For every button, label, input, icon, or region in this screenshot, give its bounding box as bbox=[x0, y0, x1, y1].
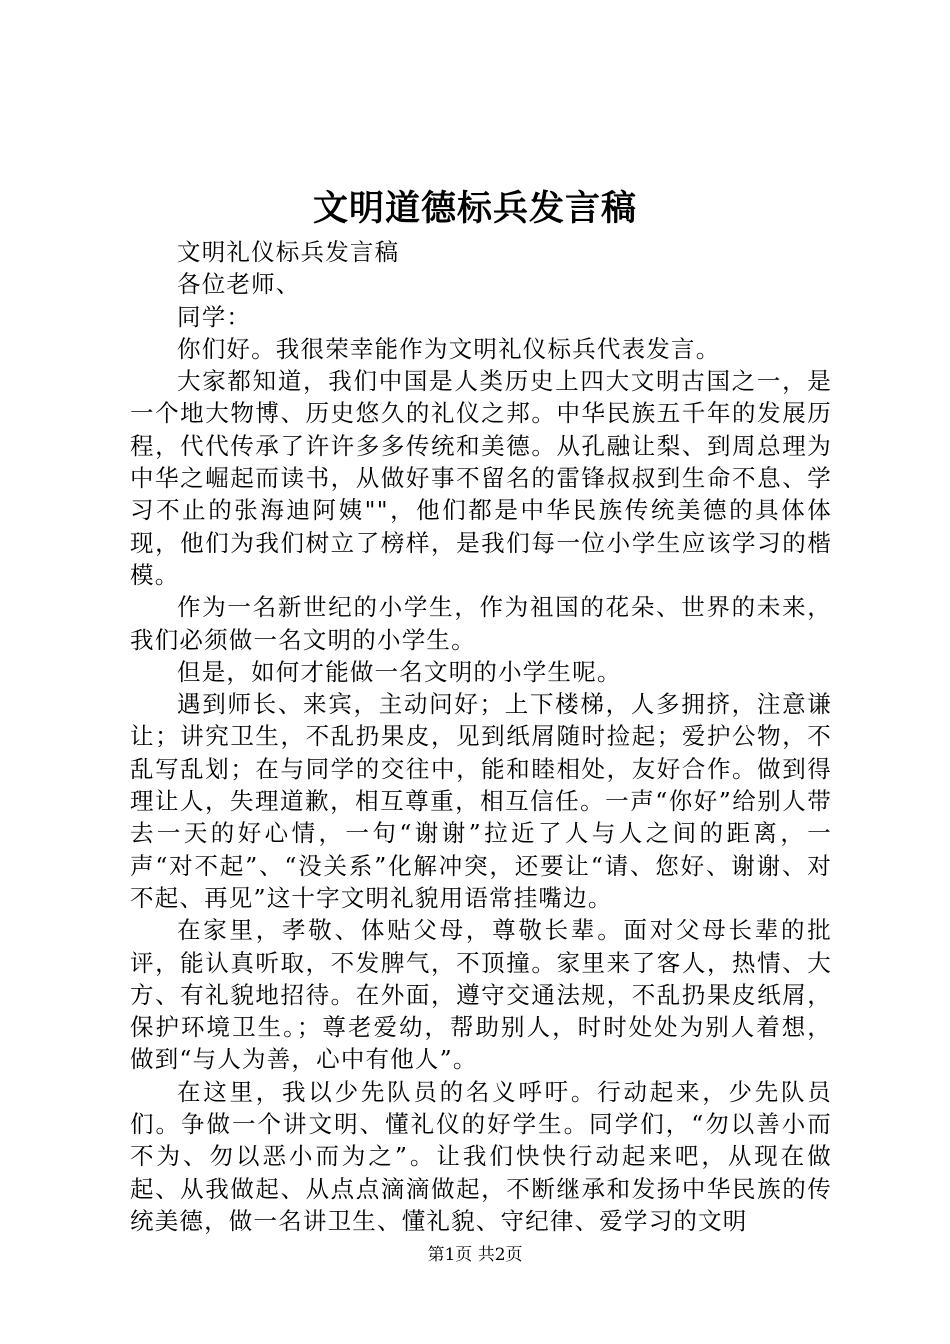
page-number-footer: 第1页 共2页 bbox=[427, 1245, 523, 1265]
paragraph: 在这里，我以少先队员的名义呼吁。行动起来，少先队员们。争做一个讲文明、懂礼仪的好学生。同学们，“勿以善小而不为、勿以恶小而为之”。让我们快快行动起来吧，从现在做起、从我做起、从点点滴滴做起，不断继承和发扬中华民族的传统美德，做一名讲卫生、懂礼貌、守纪律、爱学习的文明 bbox=[130, 1077, 832, 1235]
paragraph: 作为一名新世纪的小学生，作为祖国的花朵、世界的未来，我们必须做一名文明的小学生。 bbox=[130, 593, 832, 654]
paragraph: 在家里，孝敬、体贴父母，尊敬长辈。面对父母长辈的批评，能认真听取，不发脾气，不顶撞。家里来了客人，热情、大方、有礼貌地招待。在外面，遵守交通法规，不乱扔果皮纸屑，保护环境卫生。；尊老爱幼，帮助别人，时时处处为别人着想，做到“与人为善，心中有他人”。 bbox=[130, 916, 832, 1074]
document-body bbox=[130, 236, 832, 1237]
document-title: 文明道德标兵发言稿 bbox=[312, 188, 637, 229]
paragraph: 大家都知道，我们中国是人类历史上四大文明古国之一，是一个地大物博、历史悠久的礼仪之邦。中华民族五千年的发展历程，代代传承了许许多多传统和美德。从孔融让梨、到周总理为中华之崛起而读书，从做好事不留名的雷锋叔叔到生命不息、学习不止的张海迪阿姨""，他们都是中华民族传统美德的具体体现，他们为我们树立了榜样，是我们每一位小学生应该学习的楷模。 bbox=[130, 367, 832, 589]
paragraph: 你们好。我很荣幸能作为文明礼仪标兵代表发言。 bbox=[177, 334, 721, 363]
paragraph: 遇到师长、来宾，主动问好；上下楼梯，人多拥挤，注意谦让；讲究卫生，不乱扔果皮，见到纸屑随时捡起；爱护公物，不乱写乱划；在与同学的交往中，能和睦相处，友好合作。做到得理让人，失理道歉，相互尊重，相互信任。一声“你好”给别人带去一天的好心情，一句“谢谢”拉近了人与人之间的距离，一声“对不起”、“没关系”化解冲突，还要让“请、您好、谢谢、对不起、再见”这十字文明礼貌用语常挂嘴边。 bbox=[130, 690, 832, 912]
paragraph: 但是，如何才能做一名文明的小学生呢。 bbox=[177, 657, 622, 686]
paragraph: 同学： bbox=[177, 302, 252, 331]
paragraph: 各位老师、 bbox=[177, 270, 301, 299]
paragraph: 文明礼仪标兵发言稿 bbox=[177, 238, 400, 266]
